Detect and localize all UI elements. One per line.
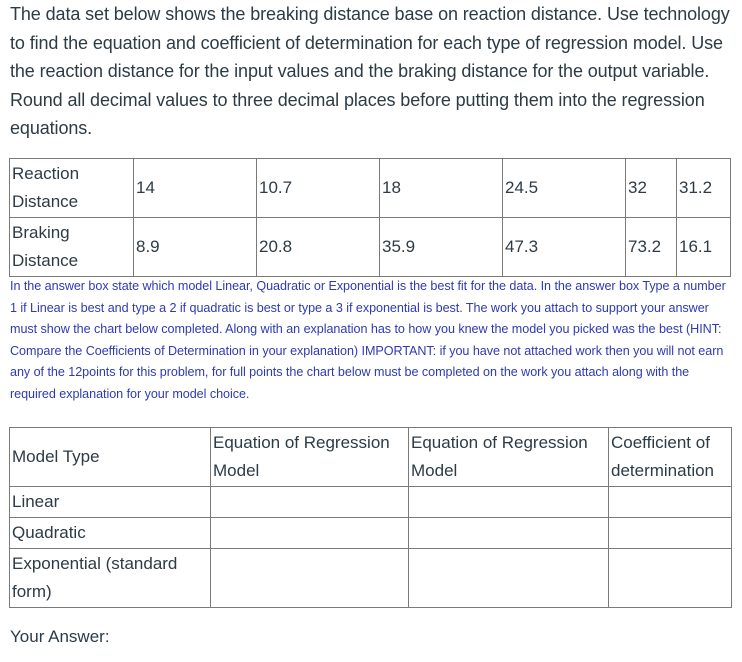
empty-cell [211, 549, 409, 608]
data-cell: 14 [134, 159, 257, 218]
empty-cell [211, 487, 409, 518]
header-equation-1: Equation of Regression Model [211, 428, 409, 487]
regression-model-table [9, 427, 732, 608]
your-answer-label: Your Answer: [10, 627, 110, 646]
braking-distance-row [10, 218, 731, 277]
exponential-row [10, 549, 732, 608]
header-row [10, 428, 732, 487]
row-label: Reaction Distance [10, 159, 134, 218]
empty-cell [409, 518, 609, 549]
empty-cell [409, 549, 609, 608]
data-cell: 47.3 [503, 218, 626, 277]
instructions-text: In the answer box state which model Linear, Quadratic or Exponential is the best fit for the data. In the answer box Type a number 1 if Linear is best and type a 2 if quadratic is best or type a 3 if exponential is best. The work you attach to support your answer must show the chart below completed. Along with an explanation has to how you knew the model you picked was the best (HINT: Compare the Coefficients of Determination in your explanation) IMPORTANT: if you have not attached work then you will not earn any of the 12points for this problem, for full points the chart below must be completed on the work you attach along with the required explanation for your model choice. [10, 279, 726, 401]
data-table [9, 158, 731, 277]
data-cell: 32 [626, 159, 677, 218]
quadratic-row [10, 518, 732, 549]
header-model-type: Model Type [10, 428, 211, 487]
empty-cell [609, 487, 732, 518]
empty-cell [609, 518, 732, 549]
data-cell: 10.7 [257, 159, 380, 218]
data-cell: 24.5 [503, 159, 626, 218]
empty-cell [609, 549, 732, 608]
model-label-linear: Linear [10, 487, 211, 518]
reaction-distance-row [10, 159, 731, 218]
data-cell: 18 [380, 159, 503, 218]
data-cell: 73.2 [626, 218, 677, 277]
row-label: Braking Distance [10, 218, 134, 277]
model-label-exponential: Exponential (standard form) [10, 549, 211, 608]
question-intro: The data set below shows the breaking distance base on reaction distance. Use technology to find the equation and coefficient of determination for each type of regression model. Use the reaction distance for the input values and the braking distance for the output variable. Round all decimal values to three decimal places before putting them into the regression equations. [10, 4, 730, 138]
data-cell: 35.9 [380, 218, 503, 277]
data-cell: 20.8 [257, 218, 380, 277]
empty-cell [409, 487, 609, 518]
data-cell: 31.2 [677, 159, 731, 218]
linear-row [10, 487, 732, 518]
header-equation-2: Equation of Regression Model [409, 428, 609, 487]
model-label-quadratic: Quadratic [10, 518, 211, 549]
data-cell: 8.9 [134, 218, 257, 277]
header-coefficient: Coefficient of determination [609, 428, 732, 487]
empty-cell [211, 518, 409, 549]
data-cell: 16.1 [677, 218, 731, 277]
